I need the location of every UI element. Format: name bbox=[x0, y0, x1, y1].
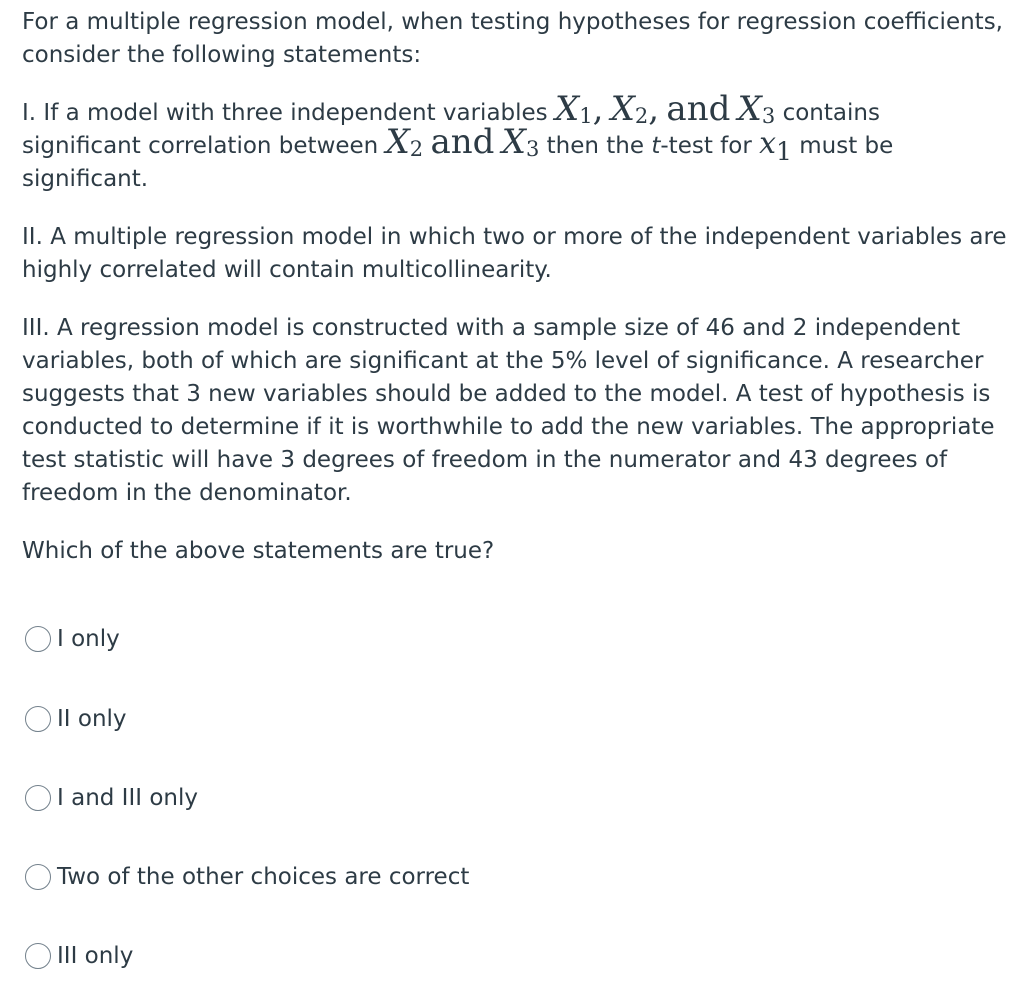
var-x3: $X_3$ bbox=[737, 89, 776, 129]
radio-icon[interactable] bbox=[25, 706, 51, 732]
statement-1-ttest: -test for bbox=[660, 133, 752, 159]
radio-icon[interactable] bbox=[25, 943, 51, 969]
answer-option-3[interactable] bbox=[25, 780, 198, 816]
and-word-1: and bbox=[666, 89, 731, 129]
statement-2: II. A multiple regression model in which two or more of the independent variables are highly correlated will contain multicollinearity. bbox=[22, 224, 1007, 283]
answer-label: I and III only bbox=[57, 785, 198, 811]
answer-option-5[interactable] bbox=[25, 938, 133, 974]
comma-2: , bbox=[648, 89, 660, 129]
statement-1-then: then the bbox=[546, 133, 645, 159]
answer-option-4[interactable] bbox=[25, 859, 469, 895]
answer-label: I only bbox=[57, 626, 120, 652]
statement-1-middle: significant correlation between bbox=[22, 133, 379, 159]
question-intro: For a multiple regression model, when testing hypotheses for regression coefficients, consider the following statements: bbox=[22, 9, 1003, 68]
statement-1-end: significant. bbox=[22, 166, 149, 192]
question-text bbox=[22, 6, 1012, 568]
radio-icon[interactable] bbox=[25, 626, 51, 652]
question-prompt: Which of the above statements are true? bbox=[22, 538, 495, 564]
var-x2-b: $X_2$ bbox=[385, 122, 424, 162]
statement-1 bbox=[22, 89, 1012, 196]
statement-3: III. A regression model is constructed with a sample size of 46 and 2 independent variables, both of which are significant at the 5% level of significance. A researcher suggests that 3 new variables should be added to the model. A test of hypothesis is conducted to determine if it is worthwhile to add the new variables. The appropriate test statistic will have 3 degrees of freedom in the numerator and 43 degrees of freedom in the denominator. bbox=[22, 315, 995, 506]
t-letter: t bbox=[651, 133, 661, 159]
radio-icon[interactable] bbox=[25, 785, 51, 811]
statement-1-must-be: must be bbox=[799, 133, 894, 159]
var-x1: $X_1$ bbox=[554, 89, 593, 129]
answer-label: III only bbox=[57, 943, 134, 969]
radio-icon[interactable] bbox=[25, 864, 51, 890]
answer-option-1[interactable] bbox=[25, 621, 120, 657]
statement-1-prefix: I. If a model with three independent variables bbox=[22, 100, 548, 126]
var-x2: $X_2$ bbox=[610, 89, 649, 129]
answer-option-2[interactable] bbox=[25, 701, 127, 737]
answer-label: II only bbox=[57, 706, 127, 732]
statement-1-contains: contains bbox=[782, 100, 880, 126]
answer-label: Two of the other choices are correct bbox=[57, 864, 470, 890]
var-x1-lower: $x_1$ bbox=[759, 126, 792, 166]
and-word-2: and bbox=[430, 122, 495, 162]
comma-1: , bbox=[592, 89, 604, 129]
var-x3-b: $X_3$ bbox=[501, 122, 540, 162]
